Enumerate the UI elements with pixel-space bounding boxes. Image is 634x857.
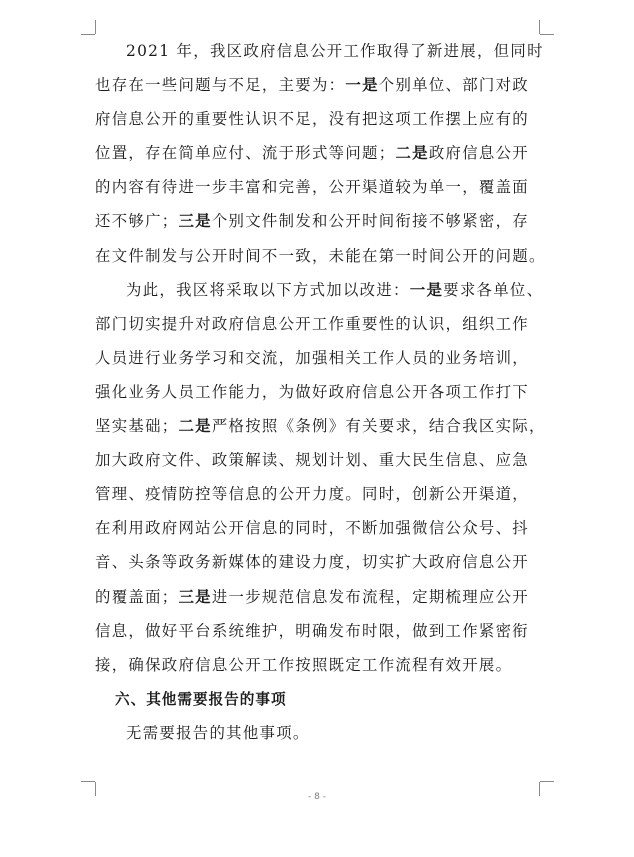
text-run: 为此，我区将采取以下方式加以改进：	[126, 280, 410, 299]
text-run: 要求各单位、	[443, 280, 544, 299]
text-line	[95, 545, 547, 579]
text-run: 无需要报告的其他事项。	[126, 723, 310, 742]
text-run: 管理、疫情防控等信息的公开力度。同时，创新公开渠道，	[95, 485, 529, 504]
section-body	[95, 716, 547, 750]
text-run: 部门切实提升对政府信息公开工作重要性的认识，组织工作	[95, 314, 529, 333]
text-run: 2021 年，我区政府信息公开工作取得了新进展，但同时	[126, 42, 544, 60]
page-number: - 8 -	[308, 792, 326, 802]
text-line	[95, 511, 547, 545]
text-run: 个别单位、部门对政	[378, 76, 529, 95]
text-line	[95, 136, 547, 170]
bold-marker: 三是	[178, 212, 212, 231]
text-run: 在文件制发与公开时间不一致，未能在第一时间公开的问题。	[95, 246, 546, 265]
text-line	[95, 341, 547, 375]
text-line	[95, 580, 547, 614]
bold-marker: 一是	[409, 280, 444, 299]
text-run: 还不够广；	[95, 212, 179, 231]
text-run: 坚实基础；	[95, 417, 179, 436]
text-run: 严格按照《条例》有关要求，结合我区实际，	[211, 417, 546, 436]
text-run: 府信息公开的重要性认识不足，没有把这项工作摆上应有的	[95, 110, 529, 129]
text-run: 的覆盖面；	[95, 587, 179, 606]
text-run: 强化业务人员工作能力，为做好政府信息公开各项工作打下	[95, 382, 529, 401]
bold-marker: 一是	[345, 76, 379, 95]
text-run: 的内容有待进一步丰富和完善，公开渠道较为单一，覆盖面	[95, 178, 529, 197]
text-line	[95, 273, 547, 307]
section-heading-wrap	[95, 682, 547, 716]
bold-marker: 二是	[178, 417, 212, 436]
text-run: 音、头条等政务新媒体的建设力度，切实扩大政府信息公开	[95, 553, 529, 572]
text-run: 个别文件制发和公开时间衔接不够紧密，存	[211, 212, 529, 231]
text-line	[95, 477, 547, 511]
text-run: 接，确保政府信息公开工作按照既定工作流程有效开展。	[95, 655, 513, 674]
text-line	[95, 614, 547, 648]
document-body	[95, 34, 547, 750]
paragraph-improvements	[95, 273, 547, 682]
bold-marker: 三是	[178, 587, 212, 606]
text-line	[95, 648, 547, 682]
text-run: 信息，做好平台系统维护，明确发布时限，做到工作紧密衔	[95, 621, 529, 640]
text-line	[95, 409, 547, 443]
text-line	[95, 68, 547, 102]
text-line	[95, 239, 547, 273]
text-line	[95, 307, 547, 341]
text-run: 也存在一些问题与不足，主要为：	[95, 76, 346, 95]
text-run: 加大政府文件、政策解读、规划计划、重大民生信息、应急	[95, 451, 529, 470]
text-run: 政府信息公开	[428, 144, 529, 163]
text-line	[95, 443, 547, 477]
text-line	[95, 102, 547, 136]
text-line	[95, 34, 547, 68]
text-line	[95, 170, 547, 204]
text-run: 位置，存在简单应付、流于形式等问题；	[95, 144, 396, 163]
section-heading: 六、其他需要报告的事项	[115, 690, 287, 708]
bold-marker: 二是	[395, 144, 429, 163]
paragraph-problems	[95, 34, 547, 273]
text-line	[95, 375, 547, 409]
text-line	[95, 204, 547, 238]
text-run: 在利用政府网站公开信息的同时，不断加强微信公众号、抖	[95, 519, 529, 538]
text-run: 进一步规范信息发布流程，定期梳理应公开	[211, 587, 529, 606]
text-run: 人员进行业务学习和交流，加强相关工作人员的业务培训，	[95, 348, 529, 367]
